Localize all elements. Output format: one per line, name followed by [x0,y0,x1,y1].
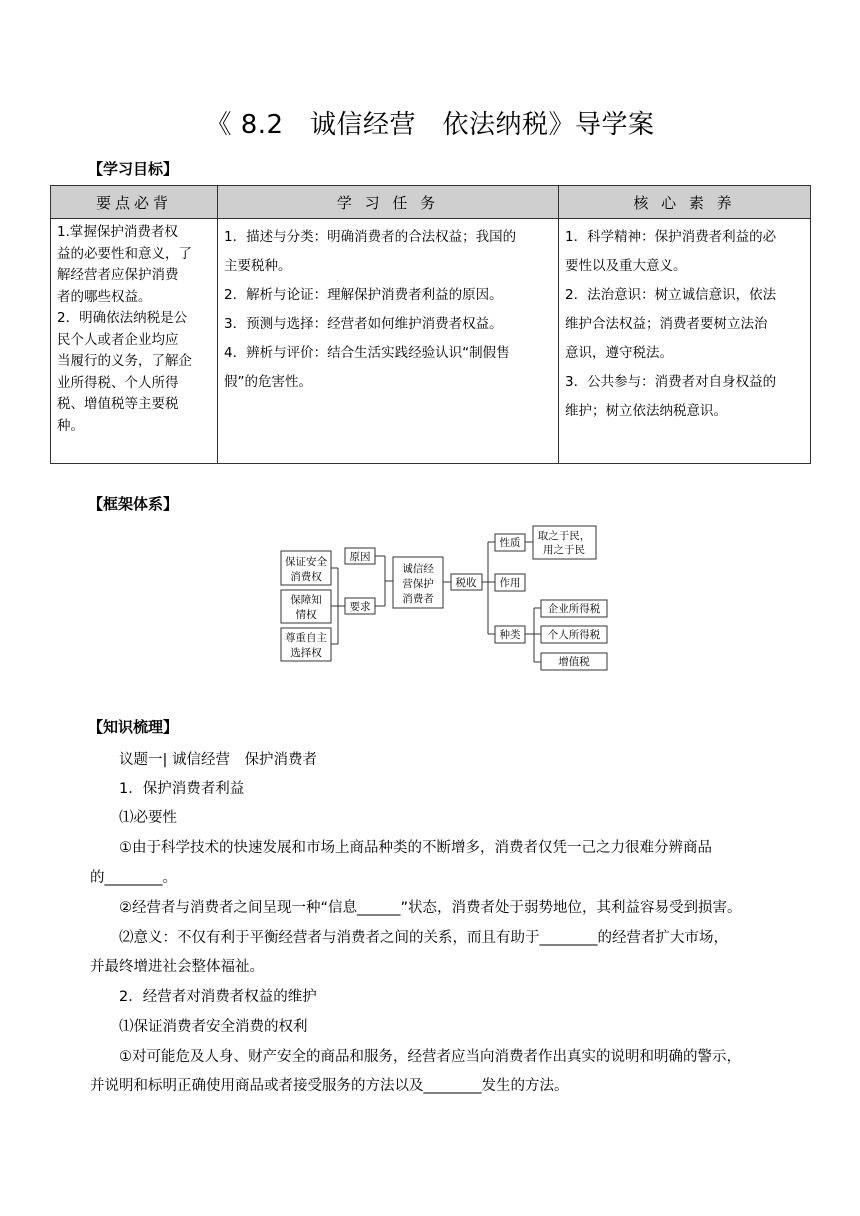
cell-line: 主要税种。 [224,258,292,274]
cell-line: 1.掌握保护消费者权 [57,224,178,240]
section-heading-framework: 【框架体系】 [88,495,179,513]
box-function-text: 作用 [499,577,521,589]
cell-line: 4．辨析与评价：结合生活实践经验认识“制假售 [224,345,510,361]
cell-line: 解经营者应保护消费 [57,267,179,283]
cell-line: 2．明确依法纳税是公 [57,310,188,326]
box-reason-text: 原因 [349,551,371,563]
box-center-text-2: 营保护 [402,578,434,590]
box-personal-income-tax-text: 个人所得税 [547,629,601,641]
cell-line: 2．法治意识：树立诚信意识，依法 [565,287,777,303]
cell-line: 要性以及重大意义。 [565,258,687,274]
section-heading-goals: 【学习目标】 [88,160,179,178]
header-core-literacy: 核 心 素 养 [559,186,811,219]
header-learning-tasks: 学 习 任 务 [218,186,559,219]
knowledge-line: ①对可能危及人身、财产安全的商品和服务，经营者应当向消费者作出真实的说明和明确的警示， [119,1049,741,1065]
knowledge-line: 并说明和标明正确使用商品或者接受服务的方法以及________发生的方法。 [90,1078,569,1094]
box-safety-text-2: 消费权 [290,571,322,583]
knowledge-line: 1．保护消费者利益 [119,781,245,797]
box-choice-text-1: 尊重自主 [285,632,327,644]
cell-line: 当履行的义务，了解企 [57,353,192,369]
cell-line: 者的哪些权益。 [57,288,152,305]
cell-line: 业所得税、个人所得 [57,374,179,391]
knowledge-line: 并最终增进社会整体福祉。 [90,959,264,975]
cell-line: 2．解析与论证：理解保护消费者利益的原因。 [224,287,503,303]
knowledge-line: 的________。 [90,870,177,886]
cell-line: 维护合法权益；消费者要树立法治 [565,316,768,332]
cell-line: 1．科学精神：保护消费者利益的必 [565,229,777,245]
page-title: 《 8.2 诚信经营 依法纳税》导学案 [205,110,655,140]
box-safety-text-1: 保证安全 [285,556,327,568]
cell-line: 意识，遵守税法。 [565,345,673,361]
box-nature-text: 性质 [499,537,521,549]
cell-line: 税、增值税等主要税 [57,396,179,412]
cell-line: 1．描述与分类：明确消费者的合法权益；我国的 [224,229,517,245]
box-enterprise-income-tax-text: 企业所得税 [547,603,601,615]
box-require-text: 要求 [349,601,371,613]
box-center-text-3: 消费者 [402,593,434,605]
box-nature-detail-text-2: 用之于民 [543,544,585,556]
knowledge-line: 2．经营者对消费者权益的维护 [119,989,317,1005]
topic-line: 议题一| 诚信经营 保护消费者 [119,752,317,768]
knowledge-line: ⑵意义：不仅有利于平衡经营者与消费者之间的关系，而且有助于________的经营者扩大市场， [119,930,728,946]
cell-line: 维护；树立依法纳税意识。 [565,403,727,419]
knowledge-line: ⑴保证消费者安全消费的权利 [119,1019,308,1035]
section-heading-knowledge: 【知识梳理】 [88,718,179,736]
box-types-text: 种类 [499,629,521,641]
header-key-points: 要点必背 [51,186,218,219]
knowledge-line: ⑴必要性 [119,810,177,826]
box-center-text-1: 诚信经 [402,563,434,575]
cell-line: 假”的危害性。 [224,374,312,390]
knowledge-line: ①由于科学技术的快速发展和市场上商品种类的不断增多，消费者仅凭一己之力很难分辨商品 [119,840,712,856]
box-nature-detail-text-1: 取之于民， [537,530,591,542]
knowledge-line: ②经营者与消费者之间呈现一种“信息______”状态，消费者处于弱势地位，其利益容易受到损害。 [119,900,742,916]
cell-line: 益的必要性和意义，了 [57,245,192,262]
box-information-text-1: 保障知 [290,594,322,606]
cell-line: 3．公共参与：消费者对自身权益的 [565,374,777,390]
cell-line: 民个人或者企业均应 [57,331,179,348]
cell-line: 3．预测与选择：经营者如何维护消费者权益。 [224,316,503,332]
box-information-text-2: 情权 [295,609,317,621]
cell-line: 种。 [57,417,84,434]
box-vat-text: 增值税 [558,656,590,668]
box-choice-text-2: 选择权 [290,647,322,659]
box-tax-text: 税收 [455,577,477,589]
